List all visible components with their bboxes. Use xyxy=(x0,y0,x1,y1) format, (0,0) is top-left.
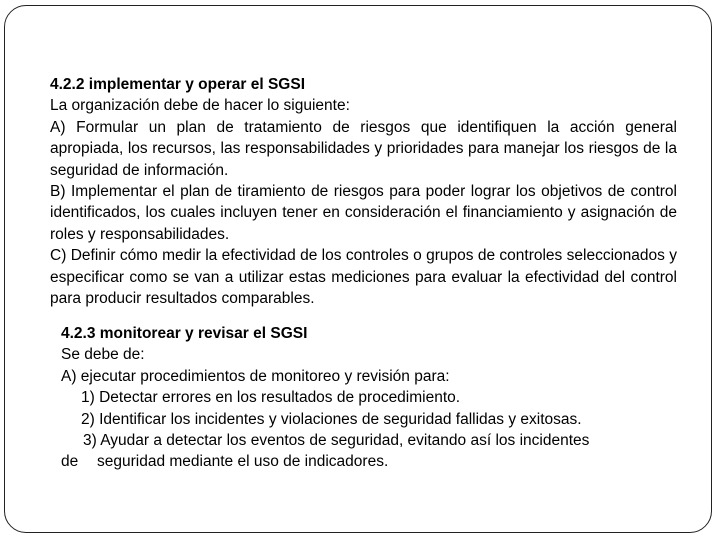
section-4-2-2-intro: La organización debe de hacer lo siguiente: xyxy=(50,97,350,115)
section-4-2-3-item-a: A) ejecutar procedimientos de monitoreo y revisión para: xyxy=(61,367,450,385)
section-4-2-3-sub-1: 1) Detectar errores en los resultados de procedimiento. xyxy=(81,389,461,407)
section-4-2-3-sub-3-text: seguridad mediante el uso de indicadores. xyxy=(97,453,389,471)
section-4-2-3-sub-3-line-2 xyxy=(61,451,677,472)
section-4-2-2-item-b: B) Implementar el plan de tiramiento de riesgos para poder lograr los objetivos de control identificados, los cuales incluyen tener en consideración el financiamiento y asignación de roles y responsabilidades. xyxy=(50,183,677,243)
section-4-2-3-sub-3-line-1: 3) Ayudar a detectar los eventos de seguridad, evitando así los incidentes xyxy=(83,432,590,450)
section-4-2-3-sub-2: 2) Identificar los incidentes y violaciones de seguridad fallidas y exitosas. xyxy=(81,410,582,428)
section-4-2-2-heading: 4.2.2 implementar y operar el SGSI xyxy=(50,76,306,93)
section-4-2-3 xyxy=(61,323,677,473)
section-4-2-3-heading: 4.2.3 monitorear y revisar el SGSI xyxy=(61,325,308,342)
section-4-2-3-intro: Se debe de: xyxy=(61,346,145,364)
section-4-2-2-item-c: C) Definir cómo medir la efectividad de los controles o grupos de controles seleccionados y especificar como se van a utilizar estas mediciones para evaluar la efectividad del control para producir resultados comparables. xyxy=(50,247,677,308)
section-4-2-3-sub-3-prefix: de xyxy=(61,453,79,471)
section-4-2-2 xyxy=(50,74,677,309)
section-4-2-2-item-a: A) Formular un plan de tratamiento de riesgos que identifiquen la acción general apropiada, los recursos, las responsabilidades y prioridades para manejar los riesgos de la seguridad de información. xyxy=(50,118,677,179)
